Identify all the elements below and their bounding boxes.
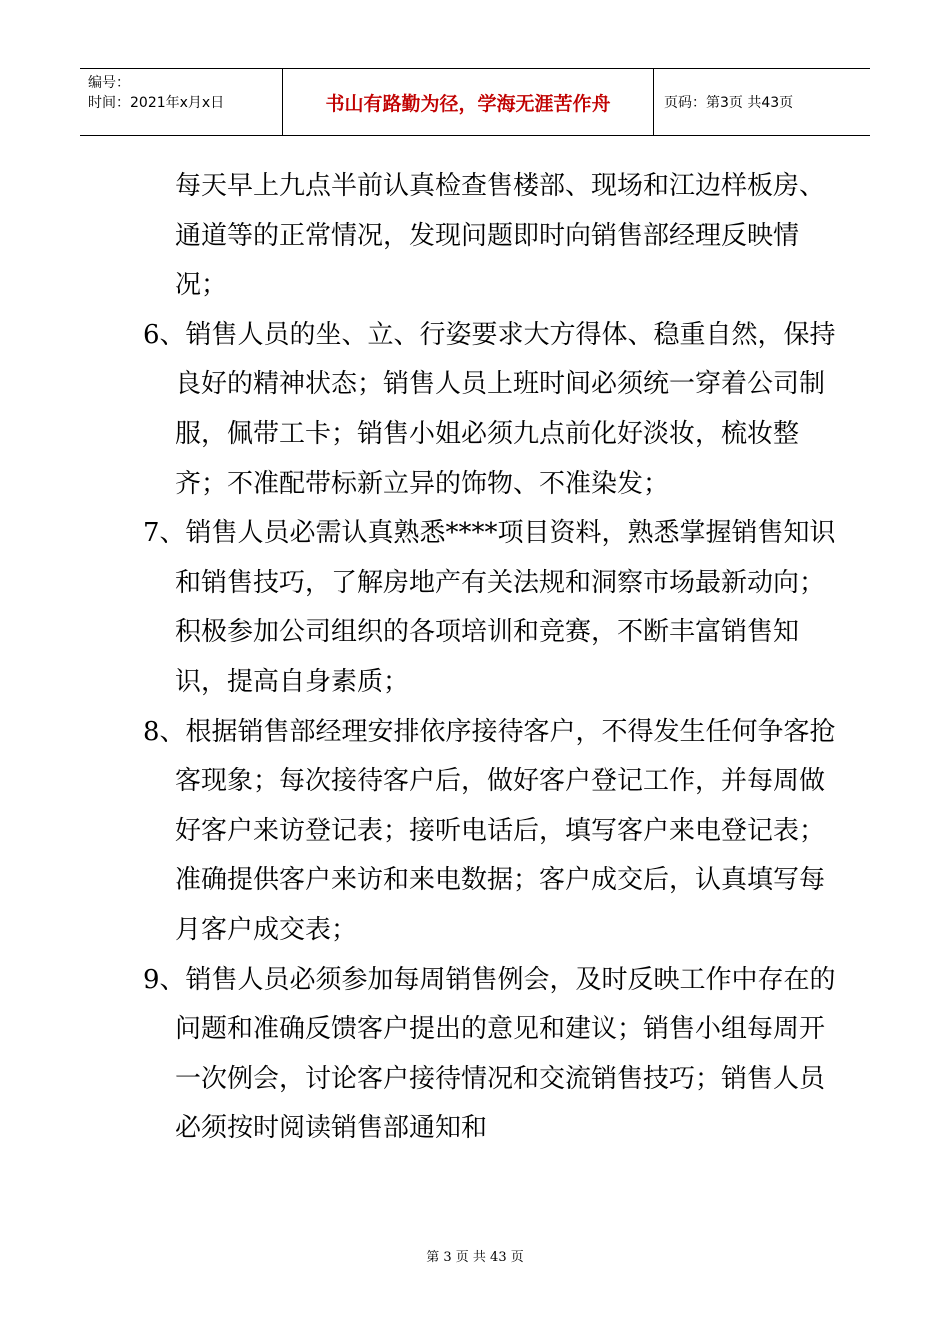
page-header (80, 68, 870, 136)
document-number-label: 编号： (88, 75, 130, 91)
paragraph-item-9: 9、销售人员必须参加每周销售例会，及时反映工作中存在的问题和准确反馈客户提出的意见和建议；销售小组每周开一次例会，讨论客户接待情况和交流销售技巧；销售人员必须按时阅读销售部通知和 (143, 964, 836, 1144)
document-time-label: 时间：2021年x月x日 (88, 95, 225, 111)
page-footer: 第 3 页 共 43 页 (426, 1250, 524, 1265)
document-body (143, 162, 843, 1154)
paragraph-continued: 每天早上九点半前认真检查售楼部、现场和江边样板房、通道等的正常情况，发现问题即时向销售部经理反映情况； (175, 171, 826, 301)
paragraph-item-8: 8、根据销售部经理安排依序接待客户，不得发生任何争客抢客现象；每次接待客户后，做好客户登记工作，并每周做好客户来访登记表；接听电话后，填写客户来电登记表；准确提供客户来访和来电数据；客户成交后，认真填写每月客户成交表； (143, 716, 836, 945)
header-meta (80, 69, 283, 135)
paragraph-item-7: 7、销售人员必需认真熟悉****项目资料，熟悉掌握销售知识和销售技巧，了解房地产有关法规和洞察市场最新动向；积极参加公司组织的各项培训和竞赛，不断丰富销售知识，提高自身素质； (143, 518, 836, 697)
paragraph-item-6: 6、销售人员的坐、立、行姿要求大方得体、稳重自然，保持良好的精神状态；销售人员上班时间必须统一穿着公司制服，佩带工卡；销售小姐必须九点前化好淡妆，梳妆整齐；不准配带标新立异的饰物、不准染发； (143, 319, 836, 499)
header-page-info: 页码：第3页 共43页 (664, 95, 794, 111)
header-motto: 书山有路勤为径，学海无涯苦作舟 (283, 69, 654, 135)
